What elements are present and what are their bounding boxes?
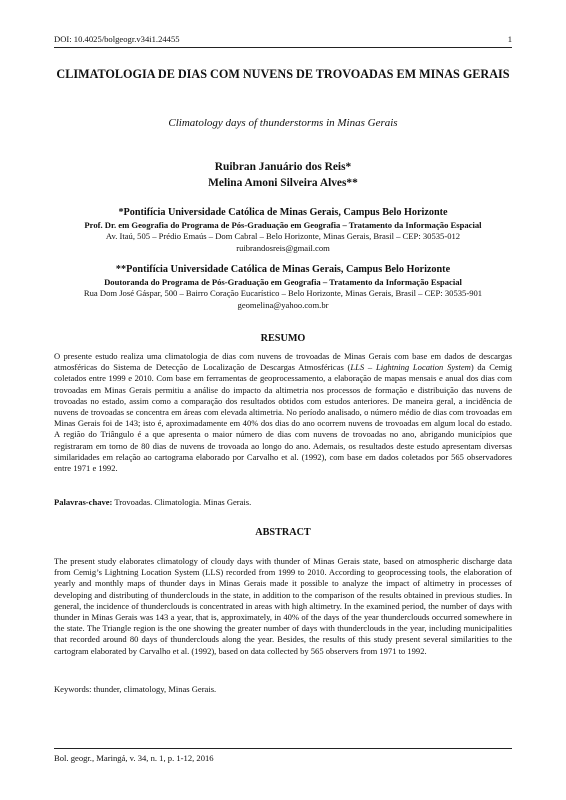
resumo-text-part-2: ) da Cemig coletados entre 1999 e 2010. Com base em ferramentas de geoprocessamento, a elaboração de mapas mensais e anual dos dias com trovoadas em Minas Gerais permitiu a análise do impacto da altimetria nos processos de formação e distribuição das nuvens de trovoadas no estado, assim como a comparação dos resultados obtidos com estudos anteriores. De maneira geral, a incidência de nuvens de trovoadas se concentra em áreas com elevada altimetria. No período analisado, o número médio de dias com trovoadas em Minas Gerais foi de 143; isto é, aproximadamente em 40% dos dias do ano ocorrem nuvens de trovoadas em algum local do estado. A região do Triângulo é a que apresenta o maior número de dias com nuvens de trovoadas no ano, abrigando municípios que registraram em torno de 80 dias de nuvens de trovoada ao longo do ano. Ademais, os resultados deste estudo apresentam diversas similaridades em relação ao cartograma elaborado por Carvalho et al. (1992), com base em dados coletados por 565 observadores entre 1971 e 1992. [54,362,513,474]
affiliation-1 [54,206,512,254]
affiliation-1-degree: Prof. Dr. em Geografia do Programa de Pós-Graduação em Geografia – Tratamento da Informação Espacial [84,220,482,230]
affiliation-2 [54,263,512,311]
author-1: Ruibran Januário dos Reis* [214,161,352,173]
author-2: Melina Amoni Silveira Alves** [208,177,358,189]
affiliation-1-email: ruibrandosreis@gmail.com [236,242,330,253]
doi: DOI: 10.4025/bolgeogr.v34i1.24455 [54,34,180,44]
affiliation-2-institution: **Pontifícia Universidade Católica de Minas Gerais, Campus Belo Horizonte [115,264,451,275]
author-list [54,159,512,191]
paper-subtitle: Climatology days of thunderstorms in Minas Gerais [168,117,398,129]
journal-footer: Bol. geogr., Maringá, v. 34, n. 1, p. 1-12, 2016 [54,753,214,763]
affiliation-2-address: Rua Dom José Gáspar, 500 – Bairro Coração Eucarístico – Belo Horizonte, Minas Gerais, Brasil – CEP: 30535-901 [83,288,483,299]
resumo-heading: RESUMO [260,333,306,344]
affiliation-2-email: geomelina@yahoo.com.br [237,299,329,310]
palavras-chave-values: Trovoadas. Climatologia. Minas Gerais. [112,497,252,507]
affiliation-1-institution: *Pontifícia Universidade Católica de Minas Gerais, Campus Belo Horizonte [118,207,448,218]
resumo-text-italic: LLS – Lightning Location System [350,362,471,373]
running-header [54,34,512,44]
page-number: 1 [507,34,512,44]
affiliation-1-address: Av. Itaú, 505 – Prédio Emaús – Dom Cabral – Belo Horizonte, Minas Gerais, Brasil – CEP: 30535-012 [105,231,461,242]
keywords: Keywords: thunder, climatology, Minas Gerais. [54,684,217,694]
paper-title: CLIMATOLOGIA DE DIAS COM NUVENS DE TROVOADAS EM MINAS GERAIS [56,67,510,81]
abstract-heading: ABSTRACT [255,527,311,538]
footer-rule [54,748,512,749]
resumo-paragraph [54,351,512,474]
palavras-chave-label: Palavras-chave: [54,497,113,507]
abstract-paragraph: The present study elaborates climatology of cloudy days with thunder of Minas Gerais state, based on atmospheric discharge data from Cemig’s Lightning Location System (LLS) recorded from 1999 to 2010. According to geoprocessing tools, the elaboration of yearly and monthly maps of thunder days in Minas Gerais made it possible to analyze the impact of altimetry in processes of developing and distributing of thunderclouds in the state, in addition to the comparison of the results obtained in previous studies. In general, the incidence of thunderclouds is concentrated in areas with high altimetry. In the examined period, the number of days with thunder in Minas Gerais was 143 a year, that is, approximately, in 40% of the days of the year thunderclouds occurred somewhere in the state. The Triangle region is the one showing the greater number of days with thunderclouds in the year, including municipalities that recorded around 80 days of thunderclouds along the year. Besides, the results of this study present several similarities to the cartogram elaborated by Carvalho et al. (1992), based on data collected by 565 observers from 1971 to 1992. [54,556,512,656]
resumo-text-part-1: O presente estudo realiza uma climatologia de dias com nuvens de trovoadas de Minas Gerais com base em dados de descargas atmosféricas do Sistema de Detecção de Localização de Descargas Atmosféricas ( [54,351,512,373]
palavras-chave [54,497,512,508]
header-rule [54,47,512,48]
affiliation-2-degree: Doutoranda do Programa de Pós-Graduação em Geografia – Tratamento da Informação Espacial [104,277,462,287]
